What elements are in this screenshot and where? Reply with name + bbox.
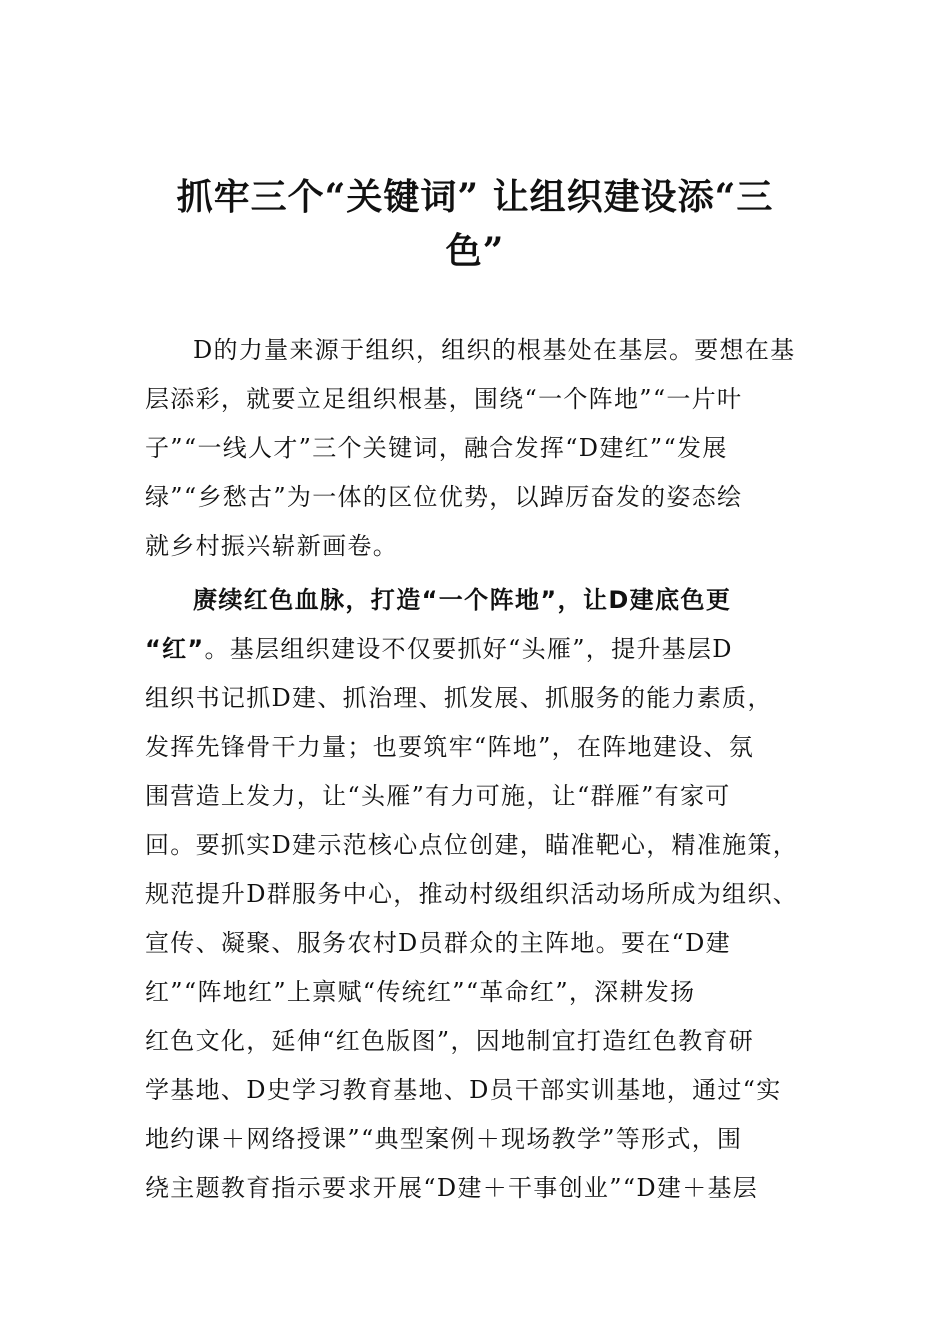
heading-emphasis: “红” xyxy=(145,635,205,663)
paragraph-2-text: 。基层组织建设不仅要抓好“头雁”，提升基层D xyxy=(204,635,733,663)
paragraph-1-line: 绿”“乡愁古”为一体的区位优势，以踔厉奋发的姿态绘 xyxy=(145,483,743,511)
paragraph-1-line: 子”“一线人才”三个关键词，融合发挥“D建红”“发展 xyxy=(145,434,728,462)
paragraph-1-line: D的力量来源于组织，组织的根基处在基层。要想在基 xyxy=(193,336,796,364)
title-line-2: 色” xyxy=(445,230,505,272)
paragraph-2-line: 围营造上发力，让“头雁”有力可施，让“群雁”有家可 xyxy=(145,782,731,810)
paragraph-2-heading-continuation xyxy=(145,634,733,664)
paragraph-2-line: 学基地、D史学习教育基地、D员干部实训基地，通过“实 xyxy=(145,1076,782,1104)
paragraph-2-line: 绕主题教育指示要求开展“D建＋干事创业”“D建＋基层 xyxy=(145,1174,759,1202)
paragraph-2-line: 红色文化，延伸“红色版图”，因地制宜打造红色教育研 xyxy=(145,1027,755,1055)
paragraph-1-line: 就乡村振兴崭新画卷。 xyxy=(145,532,398,560)
paragraph-2-line: 发挥先锋骨干力量；也要筑牢“阵地”，在阵地建设、氛 xyxy=(145,733,755,761)
paragraph-2-line: 地约课＋网络授课”“典型案例＋现场教学”等形式，围 xyxy=(145,1125,743,1153)
paragraph-2-line: 规范提升D群服务中心，推动村级组织活动场所成为组织、 xyxy=(145,880,799,908)
paragraph-2-line: 红”“阵地红”上禀赋“传统红”“革命红”，深耕发扬 xyxy=(145,978,696,1006)
paragraph-2-line: 组织书记抓D建、抓治理、抓发展、抓服务的能力素质， xyxy=(145,684,773,712)
paragraph-2-heading: 赓续红色血脉，打造“一个阵地”，让D建底色更 xyxy=(193,586,732,614)
document-title xyxy=(140,170,810,278)
title-line-1: 抓牢三个“关键词” 让组织建设添“三 xyxy=(176,176,774,218)
paragraph-2-line: 回。要抓实D建示范核心点位创建，瞄准靶心，精准施策， xyxy=(145,831,799,859)
paragraph-2-line: 宣传、凝聚、服务农村D员群众的主阵地。要在“D建 xyxy=(145,929,731,957)
paragraph-1-line: 层添彩，就要立足组织根基，围绕“一个阵地”“一片叶 xyxy=(145,385,743,413)
